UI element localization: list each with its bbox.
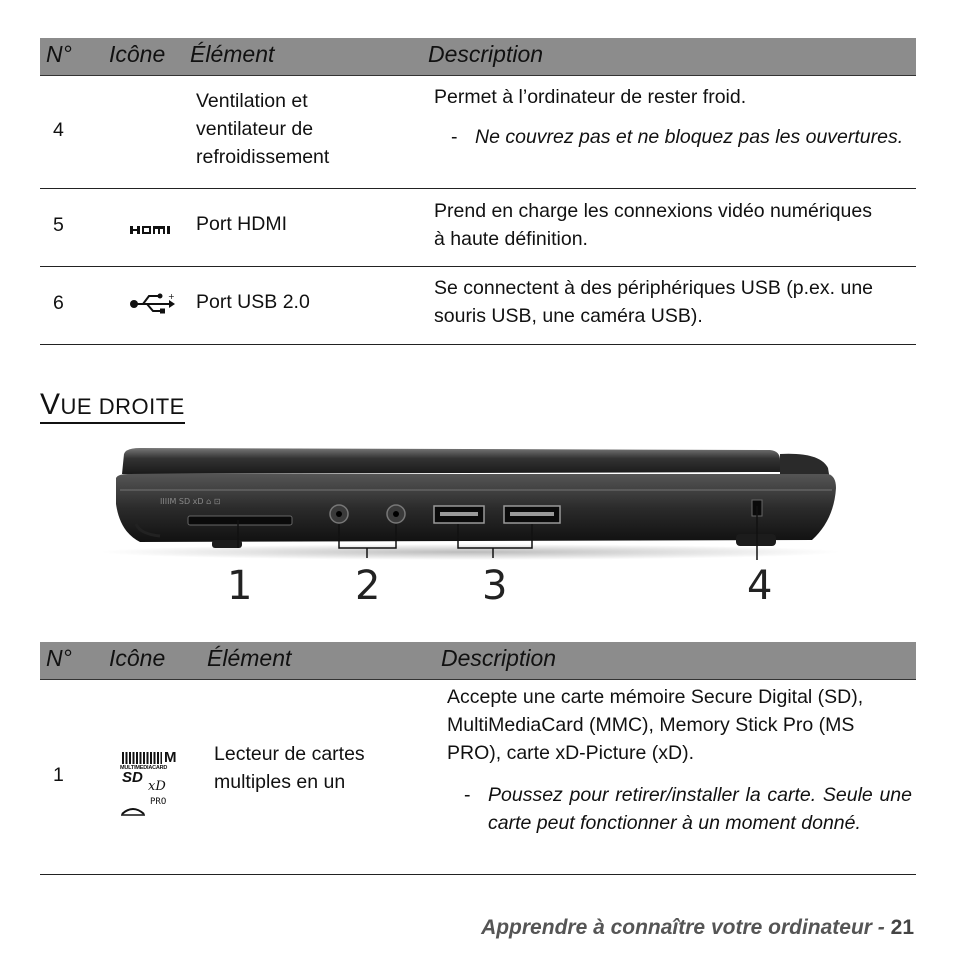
row-description: Permet à l’ordinateur de rester froid. (434, 86, 747, 108)
row-note: Ne couvrez pas et ne bloquez pas les ouvertures. (475, 126, 904, 148)
note-dash: - (464, 784, 471, 806)
callout-4: 4 (747, 563, 773, 609)
title-rest: UE DROITE (60, 394, 185, 419)
mmc-bars (122, 752, 162, 764)
table-row (40, 267, 916, 345)
footer-text: Apprendre à connaître votre ordinateur - (481, 916, 891, 939)
header-description: Description (441, 645, 557, 671)
callout-3: 3 (482, 563, 508, 609)
header-icon: Icône (109, 41, 166, 67)
table-bottom (40, 642, 916, 875)
row-num: 5 (53, 214, 64, 236)
header-num: N° (46, 41, 72, 67)
row-num: 6 (53, 292, 64, 314)
title-underline (40, 422, 185, 424)
row-note: Poussez pour retirer/installer la carte. Seule une carte peut fonctionner à un moment donné. (488, 784, 912, 834)
table-header (40, 38, 916, 76)
header-element: Élément (207, 645, 292, 671)
mmc-label: MULTIMEDIACARD (120, 765, 168, 771)
title-first-letter: V (40, 388, 61, 421)
page-number: 21 (890, 916, 914, 939)
card-reader-icon: M MULTIMEDIACARD SD xD PRO (120, 752, 184, 816)
row-description: Prend en charge les connexions vidéo numériques à haute définition. (434, 200, 872, 250)
row-description: Se connectent à des périphériques USB (p.ex. une souris USB, une caméra USB). (434, 277, 874, 327)
usb-icon (129, 292, 175, 322)
section-title (40, 388, 185, 422)
pro-label: PRO (150, 797, 167, 807)
row-element: Ventilation et ventilateur de refroidissement (196, 90, 330, 168)
row-element: Lecteur de cartes multiples en un (214, 743, 365, 793)
row-element: Port HDMI (196, 213, 288, 235)
laptop-right-side-figure (100, 444, 850, 604)
callout-2: 2 (355, 563, 381, 609)
table-row (40, 76, 916, 189)
header-description: Description (428, 41, 544, 67)
svg-text:+: + (168, 292, 175, 301)
note-dash: - (451, 126, 458, 148)
row-num: 4 (53, 119, 64, 141)
table-row (40, 680, 916, 875)
ms-logo (120, 796, 146, 806)
row-description: Accepte une carte mémoire Secure Digital (SD), MultiMediaCard (MMC), Memory Stick Pro (MS PRO), carte xD-Picture (xD). (447, 686, 864, 764)
row-num: 1 (53, 764, 64, 786)
table-top (40, 38, 916, 345)
svg-text:IIIIM SD xD ⌂ ⊡: IIIIM SD xD ⌂ ⊡ (160, 497, 221, 506)
xd-label: xD (148, 779, 166, 794)
sd-label: SD (122, 769, 143, 786)
table-header (40, 642, 916, 680)
table-row (40, 189, 916, 267)
header-icon: Icône (109, 645, 166, 671)
page-footer (481, 916, 914, 940)
hdmi-icon (129, 216, 175, 244)
header-num: N° (46, 645, 72, 671)
header-element: Élément (190, 41, 275, 67)
callout-1: 1 (227, 563, 253, 609)
row-element: Port USB 2.0 (196, 291, 310, 313)
